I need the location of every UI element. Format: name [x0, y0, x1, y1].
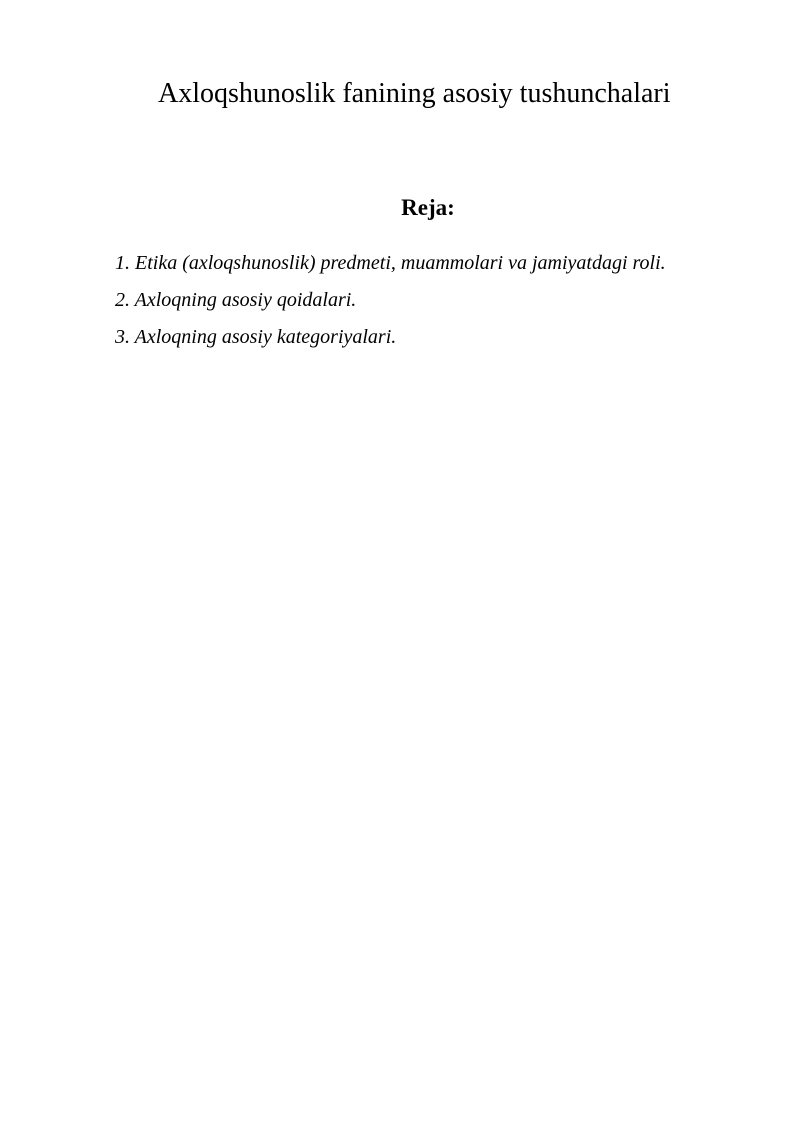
plan-item-1: 1. Etika (axloqshunoslik) predmeti, muammolari va jamiyatdagi roli. — [115, 252, 666, 274]
plan-item-3: 3. Axloqning asosiy kategoriyalari. — [115, 326, 397, 348]
plan-list — [115, 249, 666, 360]
plan-heading: Reja: — [401, 195, 455, 220]
document-title: Axloqshunoslik fanining asosiy tushunchalari — [158, 78, 671, 109]
plan-item-2: 2. Axloqning asosiy qoidalari. — [115, 289, 357, 311]
